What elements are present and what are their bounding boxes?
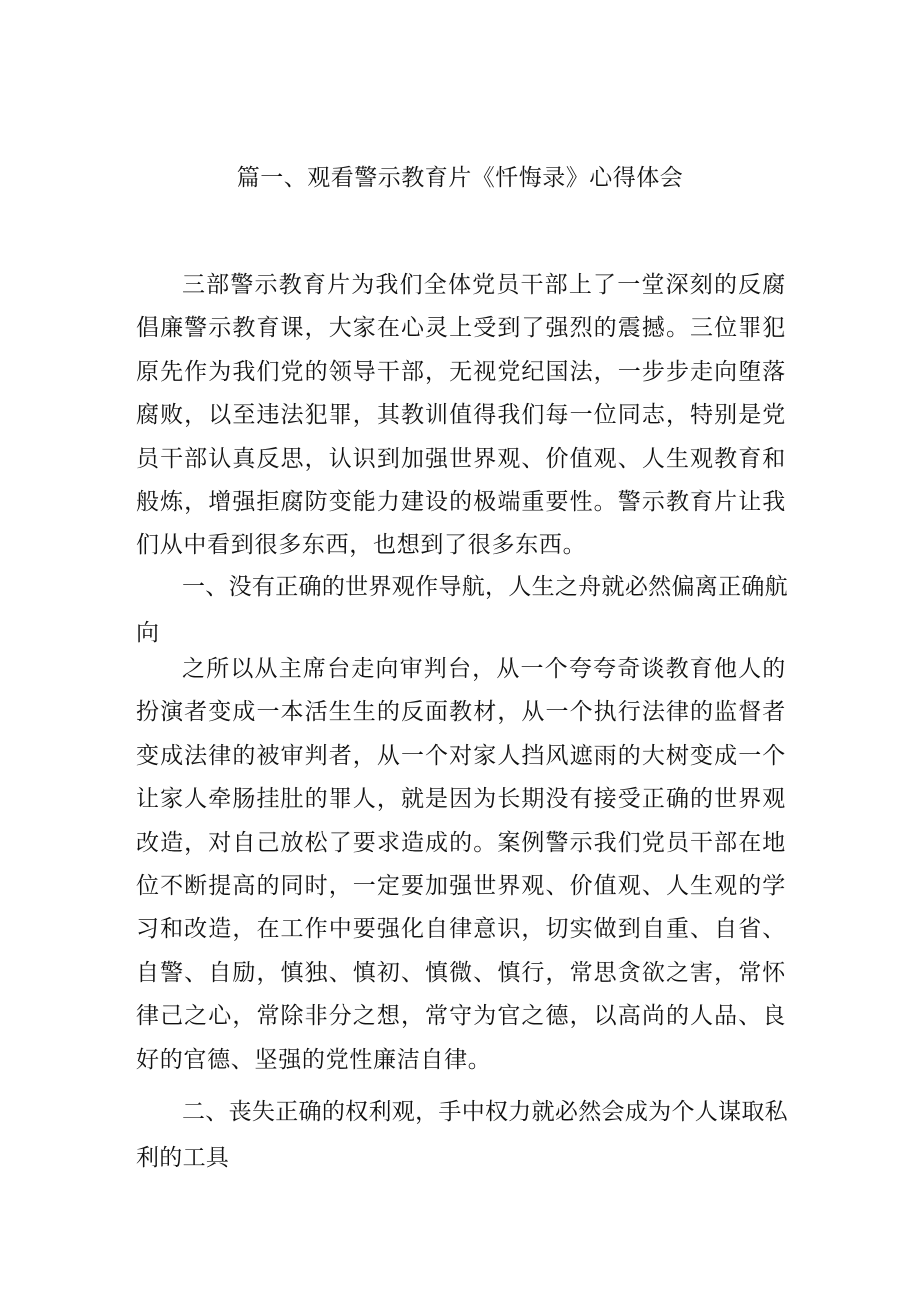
intro-paragraph: 三部警示教育片为我们全体党员干部上了一堂深刻的反腐倡廉警示教育课，大家在心灵上受到了强烈的震撼。三位罪犯原先作为我们党的领导干部，无视党纪国法，一步步走向堕落腐败，以至违法犯罪，其教训值得我们每一位同志，特别是党员干部认真反思，认识到加强世界观、价值观、人生观教育和般炼，增强拒腐防变能力建设的极端重要性。警示教育片让我们从中看到很多东西，也想到了很多东西。: [136, 272, 786, 559]
section-1-paragraph: 之所以从主席台走向审判台，从一个夸夸奇谈教育他人的扮演者变成一本活生生的反面教材，从一个执行法律的监督者变成法律的被审判者，从一个对家人挡风遮雨的大树变成一个让家人牵肠挂肚的罪人，就是因为长期没有接受正确的世界观改造，对自己放松了要求造成的。案例警示我们党员干部在地位不断提高的同时，一定要加强世界观、价值观、人生观的学习和改造，在工作中要强化自律意识，切实做到自重、自省、自警、自励，慎独、慎初、慎微、慎行，常思贪欲之害，常怀律己之心，常除非分之想，常守为官之德，以高尚的人品、良好的官德、坚强的党性廉洁自律。: [136, 656, 786, 1073]
document-title: 篇一、观看警示教育片《忏悔录》心得体会: [236, 165, 684, 191]
section-1-heading: 一、没有正确的世界观作导航，人生之舟就必然偏离正确航向: [136, 574, 788, 646]
section-2-heading: 二、丧失正确的权利观，手中权力就必然会成为个人谋取私利的工具: [136, 1099, 788, 1171]
